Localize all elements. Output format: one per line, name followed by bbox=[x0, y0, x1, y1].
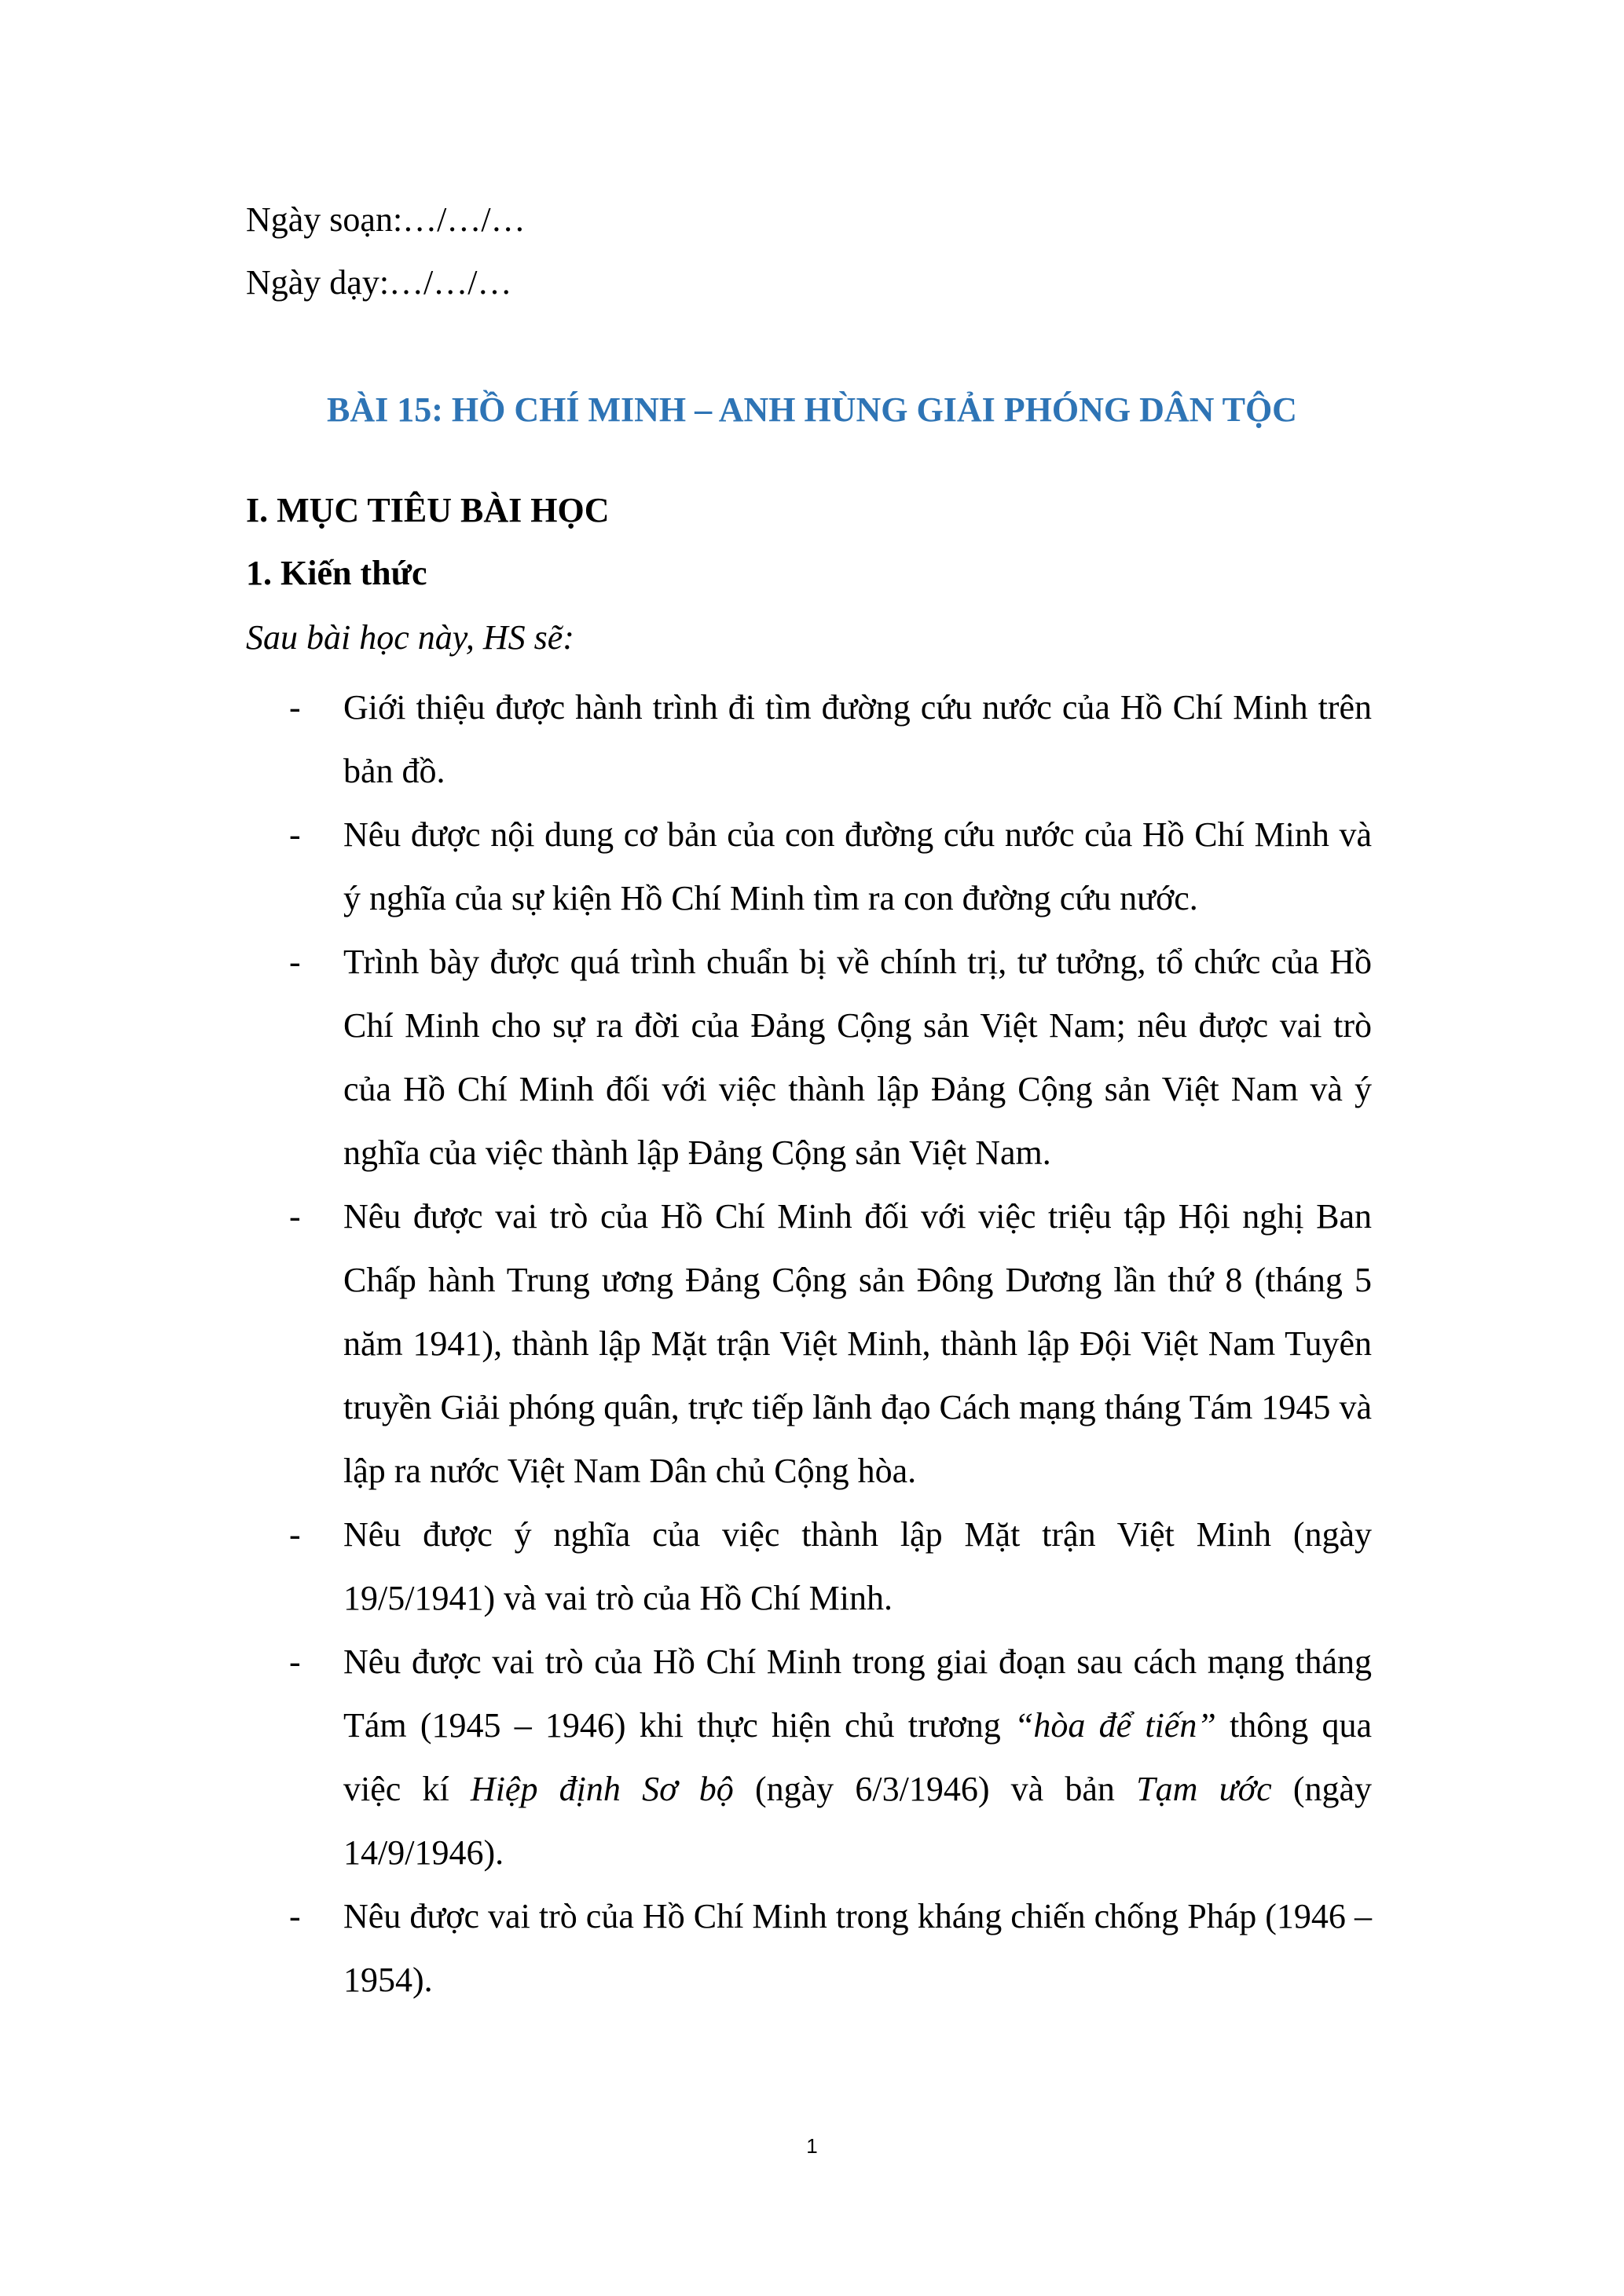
bullet-dash: - bbox=[289, 1197, 301, 1236]
objective-text-part: (ngày 14/9/1946). bbox=[343, 1770, 1372, 1872]
list-item bbox=[289, 803, 1372, 930]
list-item bbox=[289, 1185, 1372, 1503]
objective-text: Nêu được vai trò của Hồ Chí Minh đối với việc triệu tập Hội nghị Ban Chấp hành Trung ương Đảng Cộng sản Đông Dương lần thứ 8 (tháng 5 năm 1941), thành lập Mặt trận Việt Minh, thành lập Đội Việt Nam Tuyên truyền Giải phóng quân, trực tiếp lãnh đạo Cách mạng tháng Tám 1945 và lập ra nước Việt Nam Dân chủ Cộng hòa. bbox=[343, 1197, 1372, 1490]
list-item bbox=[289, 1630, 1372, 1884]
objective-text-part: thông qua việc kí bbox=[343, 1706, 1372, 1808]
bullet-dash: - bbox=[289, 1515, 301, 1554]
sub-heading: 1. Kiến thức bbox=[246, 554, 427, 592]
section-heading: I. MỤC TIÊU BÀI HỌC bbox=[246, 491, 610, 529]
objective-text-part: Nêu được vai trò của Hồ Chí Minh trong giai đoạn sau cách mạng tháng Tám (1945 – 1946) khi thực hiện chủ trương bbox=[343, 1642, 1372, 1745]
objective-text: Nêu được ý nghĩa của việc thành lập Mặt trận Việt Minh (ngày 19/5/1941) và vai trò của Hồ Chí Minh. bbox=[343, 1515, 1372, 1617]
objective-text: Giới thiệu được hành trình đi tìm đường cứu nước của Hồ Chí Minh trên bản đồ. bbox=[343, 688, 1372, 790]
date-taught: Ngày dạy:…/…/… bbox=[246, 263, 512, 302]
bullet-dash: - bbox=[289, 1897, 301, 1935]
treaty-name-italic: Hiệp định Sơ bộ bbox=[470, 1770, 734, 1808]
lesson-title: BÀI 15: HỒ CHÍ MINH – ANH HÙNG GIẢI PHÓNG DÂN TỘC bbox=[327, 390, 1297, 429]
bullet-dash: - bbox=[289, 1642, 301, 1681]
list-item bbox=[289, 1884, 1372, 2012]
objectives-list bbox=[289, 676, 1372, 2012]
modus-vivendi-italic: Tạm ước bbox=[1136, 1770, 1272, 1808]
objective-text: Nêu được nội dung cơ bản của con đường cứu nước của Hồ Chí Minh và ý nghĩa của sự kiện Hồ Chí Minh tìm ra con đường cứu nước. bbox=[343, 815, 1372, 917]
date-prepared: Ngày soạn:…/…/… bbox=[246, 200, 526, 239]
bullet-dash: - bbox=[289, 815, 301, 854]
bullet-dash: - bbox=[289, 943, 301, 981]
objective-text: Trình bày được quá trình chuẩn bị về chính trị, tư tưởng, tổ chức của Hồ Chí Minh cho sự ra đời của Đảng Cộng sản Việt Nam; nêu được vai trò của Hồ Chí Minh đối với việc thành lập Đảng Cộng sản Việt Nam và ý nghĩa của việc thành lập Đảng Cộng sản Việt Nam. bbox=[343, 943, 1372, 1172]
objective-text-part: (ngày 6/3/1946) và bản bbox=[733, 1770, 1137, 1808]
bullet-dash: - bbox=[289, 688, 301, 727]
page-number: 1 bbox=[806, 2134, 818, 2158]
objective-text: Nêu được vai trò của Hồ Chí Minh trong kháng chiến chống Pháp (1946 – 1954). bbox=[343, 1897, 1372, 1999]
list-item bbox=[289, 676, 1372, 803]
objective-quote-italic: “hòa để tiến” bbox=[1014, 1706, 1216, 1745]
objectives-intro: Sau bài học này, HS sẽ: bbox=[246, 618, 574, 657]
list-item bbox=[289, 1503, 1372, 1630]
list-item bbox=[289, 930, 1372, 1185]
